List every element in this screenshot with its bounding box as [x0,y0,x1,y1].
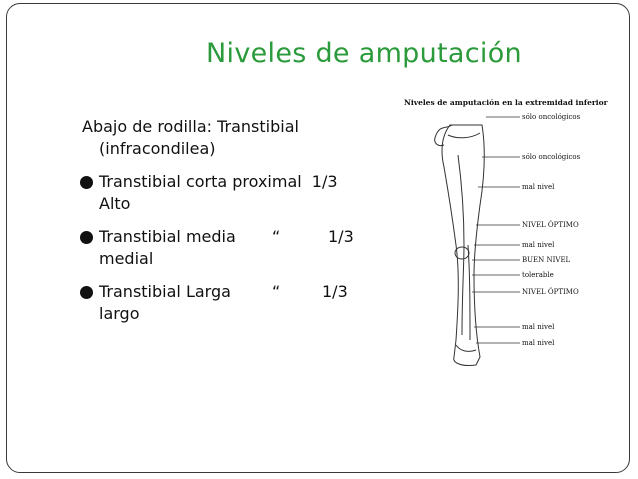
intro-line-2: (infracondilea) [99,139,216,158]
figure-heading: Niveles de amputación en la extremidad inferior [404,98,608,107]
item-fraction: 1/3 [311,172,338,191]
level-label: NIVEL ÓPTIMO [522,221,579,229]
leg-diagram [390,95,620,375]
bullet-icon [80,176,93,189]
level-label: mal nivel [522,339,555,347]
item-name: Transtibial corta proximal [99,172,302,191]
item-note: Alto [99,194,131,213]
item-fraction: 1/3 [328,227,354,246]
item-quote: “ [272,282,281,301]
bullet-icon [80,286,93,299]
level-label: mal nivel [522,241,555,249]
level-label: BUEN NIVEL [522,256,571,264]
item-name: Transtibial media [99,227,236,246]
item-note: largo [99,304,140,323]
level-label: sólo oncológicos [522,113,581,121]
amputation-levels-figure [390,95,620,375]
level-label: mal nivel [522,323,555,331]
list-item [82,171,382,193]
item-note: medial [99,249,154,268]
item-quote: “ [272,227,281,246]
list-item [82,226,382,248]
item-name: Transtibial Larga [99,282,231,301]
bullet-icon [80,231,93,244]
level-label: mal nivel [522,183,555,191]
level-label: NIVEL ÓPTIMO [522,288,579,296]
item-fraction: 1/3 [322,282,348,301]
slide-title: Niveles de amputación [206,38,522,69]
list-item [82,281,382,303]
level-label: sólo oncológicos [522,153,581,161]
slide-body [82,116,382,325]
level-label: tolerable [522,271,554,279]
level-labels [522,113,581,347]
intro-line-1: Abajo de rodilla: Transtibial [82,117,299,136]
leader-lines [472,117,520,343]
